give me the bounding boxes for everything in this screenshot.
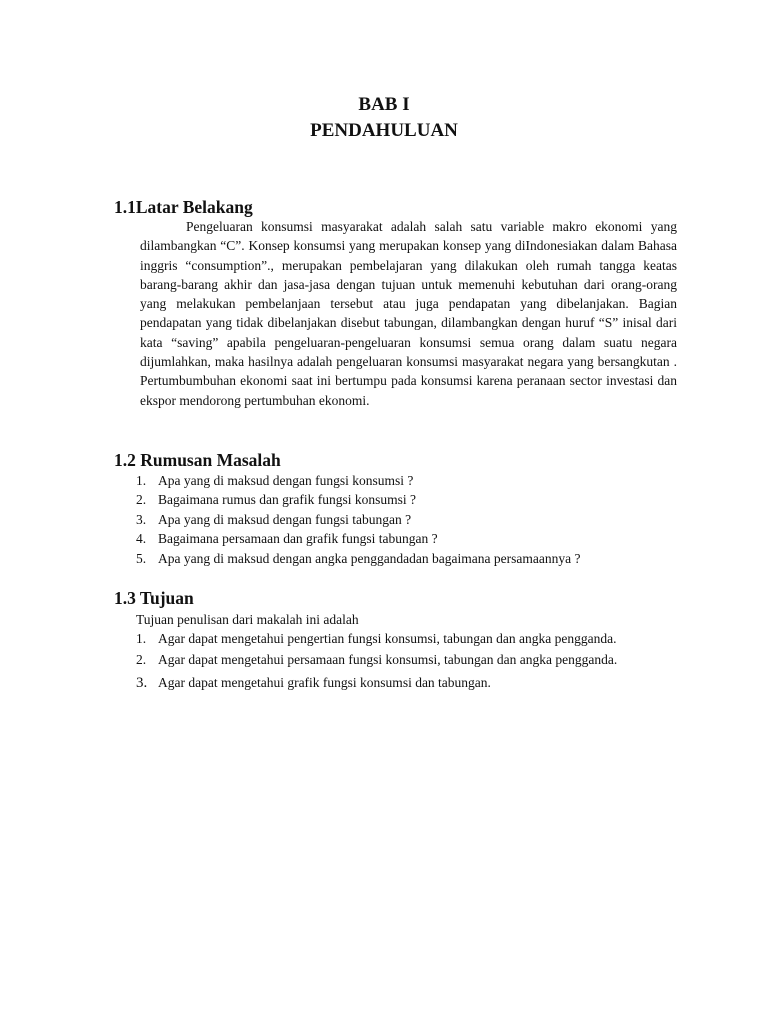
list-item-text: Apa yang di maksud dengan fungsi tabungan ?: [158, 512, 412, 527]
chapter-title: PENDAHULUAN: [310, 120, 458, 141]
list-item-text: Bagaimana persamaan dan grafik fungsi tabungan ?: [158, 531, 438, 546]
list-item: [136, 549, 580, 568]
list-item: [136, 529, 438, 548]
list-item: [136, 673, 491, 693]
list-item-text: Apa yang di maksud dengan fungsi konsumsi ?: [158, 473, 414, 488]
list-item-number: 1.: [136, 473, 147, 488]
list-item-number: 2.: [136, 492, 147, 507]
list-item-number: 5.: [136, 551, 147, 566]
section-heading-rumusan-masalah: 1.2 Rumusan Masalah: [114, 450, 281, 470]
list-item-text: Apa yang di maksud dengan angka penggandadan bagaimana persamaannya ?: [158, 551, 581, 566]
list-item: [136, 471, 413, 490]
section-heading-tujuan: 1.3 Tujuan: [114, 588, 194, 608]
list-item-number: 4.: [136, 531, 147, 546]
background-paragraph-text: Pengeluaran konsumsi masyarakat adalah salah satu variable makro ekonomi yang dilambangkan “C”. Konsep konsumsi yang merupakan konsep yang diIndonesiakan dalam Bahasa inggris “consumption”., merupakan pembelajaran yang dilakukan oleh rumah tangga keatas barang-barang akhir dan jasa-jasa dengan tujuan untuk memenuhi kebutuhan dari orang-orang yang melakukan pembelanjaan tersebut atau juga pendapatan yang dibelanjakan. Bagian pendapatan yang tidak dibelanjakan disebut tabungan, dilambangkan dengan huruf “S” inisal dari kata “saving” apabila pengeluaran-pengeluaran konsumsi semua orang dalam suatu negara dijumlahkan, maka hasilnya adalah pengeluaran konsumsi masyarakat negara yang bersangkutan . Pertumbumbuhan ekonomi saat ini bertumpu pada konsumsi karena peranaan sector investasi dan ekspor mendorong pertumbuhan ekonomi.: [140, 219, 677, 408]
list-item-number: 2.: [136, 652, 147, 667]
list-item-number: 1.: [136, 631, 147, 646]
chapter-number: BAB I: [358, 94, 410, 115]
background-paragraph: [140, 217, 677, 410]
list-item-number: 3.: [136, 675, 148, 691]
list-item-text: Bagaimana rumus dan grafik fungsi konsumsi ?: [158, 492, 416, 507]
list-item-text: Agar dapat mengetahui pengertian fungsi konsumsi, tabungan dan angka pengganda.: [158, 631, 617, 646]
section-heading-latar-belakang: 1.1Latar Belakang: [114, 197, 253, 217]
list-item: [136, 629, 617, 648]
list-item: [136, 510, 411, 529]
list-item-number: 3.: [136, 512, 147, 527]
list-item: [136, 490, 416, 509]
list-item: [136, 650, 617, 669]
list-item-text: Agar dapat mengetahui persamaan fungsi konsumsi, tabungan dan angka pengganda.: [158, 652, 618, 667]
list-item-text: Agar dapat mengetahui grafik fungsi konsumsi dan tabungan.: [158, 675, 491, 690]
objectives-intro: Tujuan penulisan dari makalah ini adalah: [136, 612, 359, 627]
